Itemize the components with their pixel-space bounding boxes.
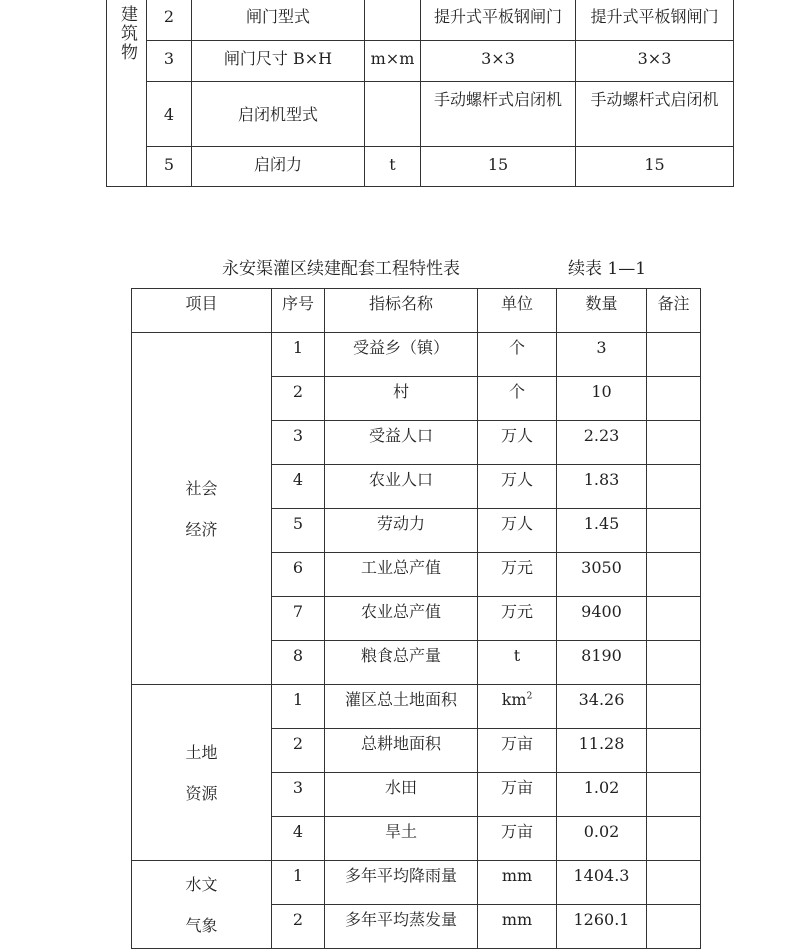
unit-cell xyxy=(478,817,557,861)
group-cell xyxy=(132,685,272,861)
remark xyxy=(647,641,701,685)
indicator-name: 受益乡（镇） xyxy=(325,333,478,377)
unit: 万人 xyxy=(500,426,533,445)
remark xyxy=(647,333,701,377)
unit-superscript: 2 xyxy=(526,691,533,702)
unit: 万亩 xyxy=(500,778,533,797)
remark xyxy=(647,729,701,773)
indicator-name: 水田 xyxy=(325,773,478,817)
unit-cell xyxy=(478,641,557,685)
unit: 万人 xyxy=(500,514,533,533)
value-2: 3×3 xyxy=(576,41,734,82)
value-1: 3×3 xyxy=(421,41,576,82)
indicator-name: 闸门尺寸 B×H xyxy=(192,41,365,82)
remark xyxy=(647,817,701,861)
top-table xyxy=(106,0,734,187)
row-number: 7 xyxy=(272,597,325,641)
header-row xyxy=(132,289,701,333)
indicator-name: 劳动力 xyxy=(325,509,478,553)
group-label-line1: 土地 xyxy=(185,742,218,762)
group-label-text: 建筑物 xyxy=(117,5,137,62)
row-number: 2 xyxy=(272,729,325,773)
quantity: 3 xyxy=(557,333,647,377)
unit-cell xyxy=(478,377,557,421)
group-label-line2: 气象 xyxy=(185,915,218,935)
row-number: 1 xyxy=(272,333,325,377)
remark xyxy=(647,685,701,729)
top-table-row xyxy=(107,82,734,147)
table-row xyxy=(132,685,701,729)
row-number: 6 xyxy=(272,553,325,597)
unit-cell xyxy=(478,509,557,553)
row-number: 2 xyxy=(147,0,192,41)
group-label-line2: 经济 xyxy=(185,519,218,539)
unit: mm xyxy=(501,866,533,885)
unit-cell xyxy=(478,773,557,817)
table-row xyxy=(132,333,701,377)
row-number: 5 xyxy=(272,509,325,553)
indicator-name: 工业总产值 xyxy=(325,553,478,597)
value-2: 15 xyxy=(576,147,734,187)
header-item: 项目 xyxy=(132,289,272,333)
quantity: 1404.3 xyxy=(557,861,647,905)
remark xyxy=(647,421,701,465)
quantity: 8190 xyxy=(557,641,647,685)
row-number: 4 xyxy=(147,82,192,147)
remark xyxy=(647,465,701,509)
value-1: 15 xyxy=(421,147,576,187)
indicator-name: 多年平均蒸发量 xyxy=(325,905,478,949)
top-table-row xyxy=(107,0,734,41)
indicator-name: 旱土 xyxy=(325,817,478,861)
unit: km xyxy=(501,690,527,709)
row-number: 2 xyxy=(272,377,325,421)
quantity: 1.02 xyxy=(557,773,647,817)
quantity: 11.28 xyxy=(557,729,647,773)
row-number: 3 xyxy=(272,421,325,465)
value-2: 手动螺杆式启闭机 xyxy=(576,82,734,147)
remark xyxy=(647,553,701,597)
unit xyxy=(365,82,421,147)
value-1: 提升式平板钢闸门 xyxy=(421,0,576,41)
specification-table xyxy=(131,288,701,949)
top-table-row xyxy=(107,147,734,187)
unit: 万元 xyxy=(500,602,533,621)
unit: 万人 xyxy=(500,470,533,489)
indicator-name: 闸门型式 xyxy=(192,0,365,41)
unit: m×m xyxy=(365,41,421,82)
remark xyxy=(647,905,701,949)
value-2: 提升式平板钢闸门 xyxy=(576,0,734,41)
unit-cell xyxy=(478,861,557,905)
quantity: 9400 xyxy=(557,597,647,641)
group-label-line2: 资源 xyxy=(185,783,218,803)
indicator-name: 粮食总产量 xyxy=(325,641,478,685)
remark xyxy=(647,377,701,421)
quantity: 2.23 xyxy=(557,421,647,465)
remark xyxy=(647,773,701,817)
row-number: 1 xyxy=(272,861,325,905)
group-label xyxy=(107,0,147,187)
row-number: 1 xyxy=(272,685,325,729)
unit-cell xyxy=(478,553,557,597)
quantity: 10 xyxy=(557,377,647,421)
unit xyxy=(365,0,421,41)
remark xyxy=(647,597,701,641)
header-no: 序号 xyxy=(272,289,325,333)
indicator-name: 多年平均降雨量 xyxy=(325,861,478,905)
row-number: 2 xyxy=(272,905,325,949)
group-cell xyxy=(132,861,272,949)
row-number: 5 xyxy=(147,147,192,187)
remark xyxy=(647,861,701,905)
quantity: 1260.1 xyxy=(557,905,647,949)
unit: t xyxy=(365,147,421,187)
indicator-name: 农业总产值 xyxy=(325,597,478,641)
quantity: 1.45 xyxy=(557,509,647,553)
quantity: 3050 xyxy=(557,553,647,597)
unit-cell xyxy=(478,333,557,377)
unit: 个 xyxy=(508,382,525,401)
header-remark: 备注 xyxy=(647,289,701,333)
table-row xyxy=(132,861,701,905)
unit: t xyxy=(513,646,521,665)
header-unit: 单位 xyxy=(478,289,557,333)
group-label-line1: 水文 xyxy=(185,874,218,894)
top-table-row xyxy=(107,41,734,82)
unit: 个 xyxy=(508,338,525,357)
quantity: 1.83 xyxy=(557,465,647,509)
unit-cell xyxy=(478,685,557,729)
remark xyxy=(647,509,701,553)
indicator-name: 总耕地面积 xyxy=(325,729,478,773)
indicator-name: 启闭力 xyxy=(192,147,365,187)
unit: 万亩 xyxy=(500,822,533,841)
header-indicator: 指标名称 xyxy=(325,289,478,333)
row-number: 8 xyxy=(272,641,325,685)
indicator-name: 受益人口 xyxy=(325,421,478,465)
unit: 万亩 xyxy=(500,734,533,753)
unit-cell xyxy=(478,729,557,773)
row-number: 4 xyxy=(272,465,325,509)
quantity: 34.26 xyxy=(557,685,647,729)
row-number: 3 xyxy=(272,773,325,817)
row-number: 4 xyxy=(272,817,325,861)
table-title: 永安渠灌区续建配套工程特性表 xyxy=(222,259,460,279)
unit-cell xyxy=(478,905,557,949)
indicator-name: 启闭机型式 xyxy=(192,82,365,147)
unit: mm xyxy=(501,910,533,929)
group-label-line1: 社会 xyxy=(185,478,218,498)
group-cell xyxy=(132,333,272,685)
unit-cell xyxy=(478,597,557,641)
unit-cell xyxy=(478,465,557,509)
row-number: 3 xyxy=(147,41,192,82)
header-quantity: 数量 xyxy=(557,289,647,333)
value-1: 手动螺杆式启闭机 xyxy=(421,82,576,147)
unit-cell xyxy=(478,421,557,465)
quantity: 0.02 xyxy=(557,817,647,861)
indicator-name: 灌区总土地面积 xyxy=(325,685,478,729)
indicator-name: 农业人口 xyxy=(325,465,478,509)
indicator-name: 村 xyxy=(325,377,478,421)
table-continuation-label: 续表 1—1 xyxy=(568,259,647,279)
unit: 万元 xyxy=(500,558,533,577)
